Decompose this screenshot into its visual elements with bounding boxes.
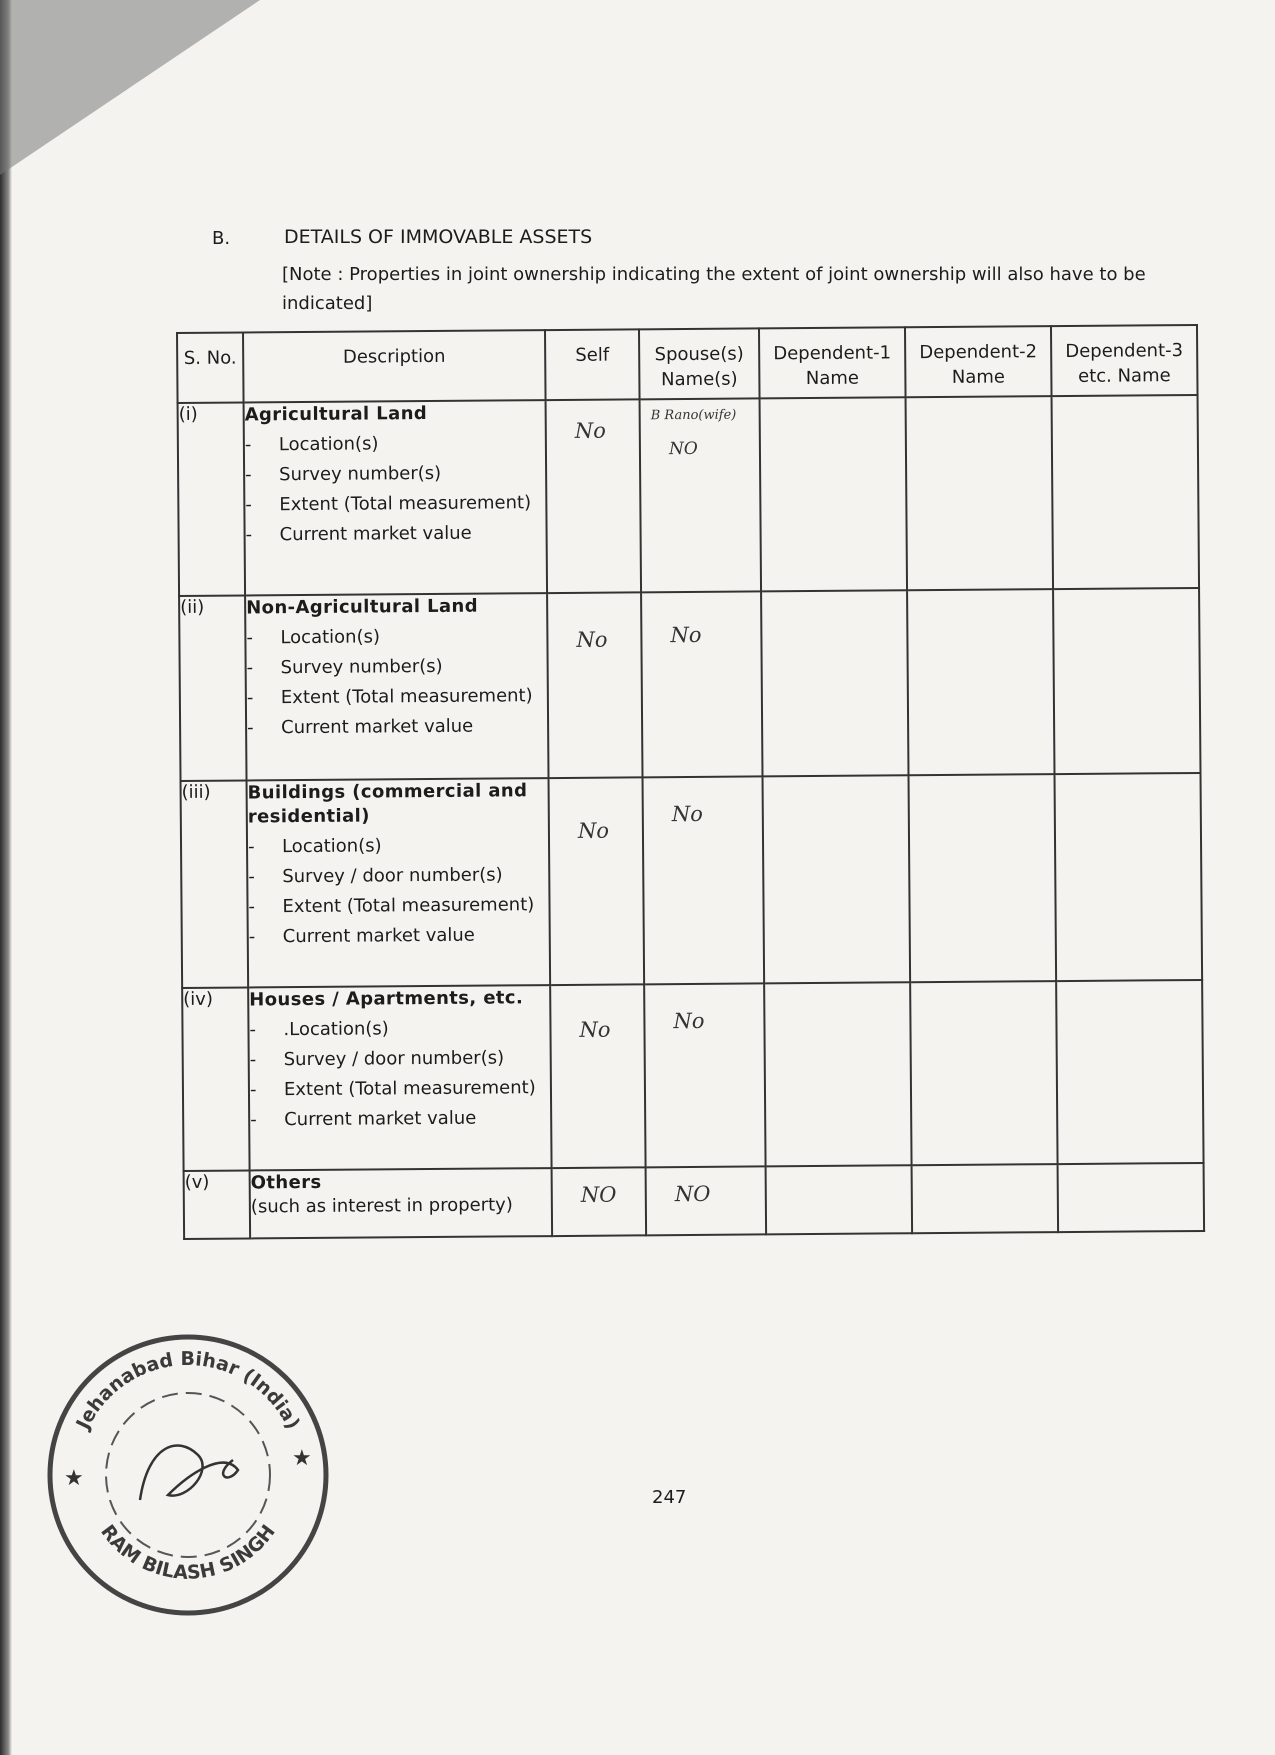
table-row	[182, 980, 1203, 1171]
dependent-3-value	[1053, 588, 1200, 774]
header-dependent-3: Dependent-3 etc. Name	[1051, 325, 1198, 396]
spouse-value	[643, 776, 765, 984]
handwritten-spouse: No	[671, 801, 703, 827]
row-category: Agricultural Land	[244, 403, 428, 426]
row-sno: (i)	[178, 402, 246, 596]
row-items	[245, 431, 546, 547]
seal-inner-ring	[106, 1393, 270, 1557]
section-title: DETAILS OF IMMOVABLE ASSETS	[284, 226, 593, 248]
signature-scribble	[140, 1445, 238, 1500]
dependent-3-value	[1052, 395, 1200, 589]
handwritten-self: No	[576, 627, 608, 652]
self-value	[549, 777, 645, 985]
list-item: - Survey / door number(s)	[250, 1046, 550, 1072]
row-description	[250, 1168, 553, 1238]
row-description	[247, 778, 551, 987]
row-sno: (v)	[184, 1170, 251, 1239]
list-item: - Survey number(s)	[245, 461, 545, 487]
folded-corner	[0, 0, 260, 175]
row-category: Buildings (commercial and residential)	[247, 780, 528, 828]
official-seal	[38, 1325, 338, 1625]
header-self: Self	[545, 329, 640, 400]
seal-bottom-text: RAM BILASH SINGH	[96, 1520, 280, 1584]
dependent-1-value	[764, 982, 911, 1166]
self-value	[547, 592, 642, 778]
self-value	[550, 984, 645, 1168]
dependent-3-value	[1054, 773, 1202, 981]
row-items	[248, 833, 549, 949]
seal-star-icon: ★	[292, 1446, 312, 1471]
list-item: - Current market value	[246, 521, 546, 547]
list-item: - Location(s)	[245, 431, 545, 457]
list-item: - Current market value	[249, 923, 549, 949]
dependent-1-value	[766, 1165, 913, 1234]
row-sno: (ii)	[179, 595, 246, 781]
immovable-assets-table	[176, 324, 1205, 1240]
list-item: - Current market value	[247, 714, 547, 740]
handwritten-self: NO	[580, 1182, 617, 1207]
dependent-3-value	[1056, 980, 1203, 1164]
dependent-1-value	[761, 590, 908, 776]
dependent-1-value	[760, 397, 908, 591]
list-item: - Extent (Total measurement)	[247, 684, 547, 710]
dependent-2-value	[912, 1164, 1059, 1233]
dependent-2-value	[909, 774, 1057, 982]
row-description	[244, 400, 548, 595]
spouse-value	[641, 591, 762, 777]
handwritten-spouse: NO	[668, 438, 698, 460]
handwritten-spouse: No	[673, 1008, 705, 1034]
list-item: - Extent (Total measurement)	[248, 893, 548, 919]
seal-star-icon: ★	[64, 1466, 84, 1491]
handwritten-self: No	[579, 1017, 611, 1042]
list-item: - .Location(s)	[249, 1016, 549, 1042]
dependent-2-value	[906, 396, 1054, 590]
row-items	[246, 624, 547, 740]
table-row	[179, 588, 1200, 781]
dependent-3-value	[1058, 1163, 1205, 1232]
row-description	[248, 985, 551, 1170]
header-spouse: Spouse(s) Name(s)	[639, 328, 760, 399]
seal-top-text: Jehanabad Bihar (India)	[72, 1348, 304, 1433]
list-item: - Location(s)	[248, 833, 548, 859]
dependent-1-value	[763, 775, 911, 983]
dependent-2-value	[907, 589, 1054, 775]
row-category: Non-Agricultural Land	[246, 595, 479, 619]
row-description	[245, 593, 548, 780]
spouse-value	[644, 983, 765, 1167]
row-category-sub: (such as interest in property)	[250, 1194, 513, 1218]
spouse-value	[646, 1166, 767, 1235]
section-note: [Note : Properties in joint ownership indicating the extent of joint ownership will also have to be indicated]	[282, 264, 1146, 314]
header-sno: S. No.	[177, 332, 244, 403]
self-value	[552, 1167, 647, 1236]
page-number: 247	[652, 1487, 687, 1508]
list-item: - Location(s)	[246, 624, 546, 650]
header-description: Description	[243, 330, 546, 402]
row-items	[249, 1016, 550, 1132]
scan-edge	[0, 0, 12, 1755]
handwritten-self: No	[574, 418, 606, 443]
list-item: - Extent (Total measurement)	[250, 1076, 550, 1102]
handwritten-spouse-name: B Rano(wife)	[650, 407, 737, 424]
handwritten-self: No	[577, 818, 610, 843]
header-dependent-1: Dependent-1 Name	[759, 327, 906, 398]
header-dependent-2: Dependent-2 Name	[905, 326, 1052, 397]
row-sno: (iv)	[182, 987, 249, 1171]
table-row	[178, 395, 1199, 596]
handwritten-spouse: No	[670, 622, 702, 648]
list-item: - Survey / door number(s)	[248, 863, 548, 889]
spouse-value	[640, 398, 762, 592]
row-category: Houses / Apartments, etc.	[249, 987, 524, 1011]
table-row	[184, 1163, 1205, 1239]
header-row	[177, 325, 1198, 403]
table-row	[181, 773, 1203, 988]
self-value	[546, 399, 642, 593]
section-letter: B.	[212, 228, 231, 249]
list-item: - Extent (Total measurement)	[245, 491, 545, 517]
list-item: - Current market value	[250, 1106, 550, 1132]
handwritten-spouse: NO	[674, 1181, 711, 1207]
row-category: Others	[250, 1171, 322, 1194]
list-item: - Survey number(s)	[247, 654, 547, 680]
row-sno: (iii)	[181, 780, 249, 988]
dependent-2-value	[910, 981, 1057, 1165]
